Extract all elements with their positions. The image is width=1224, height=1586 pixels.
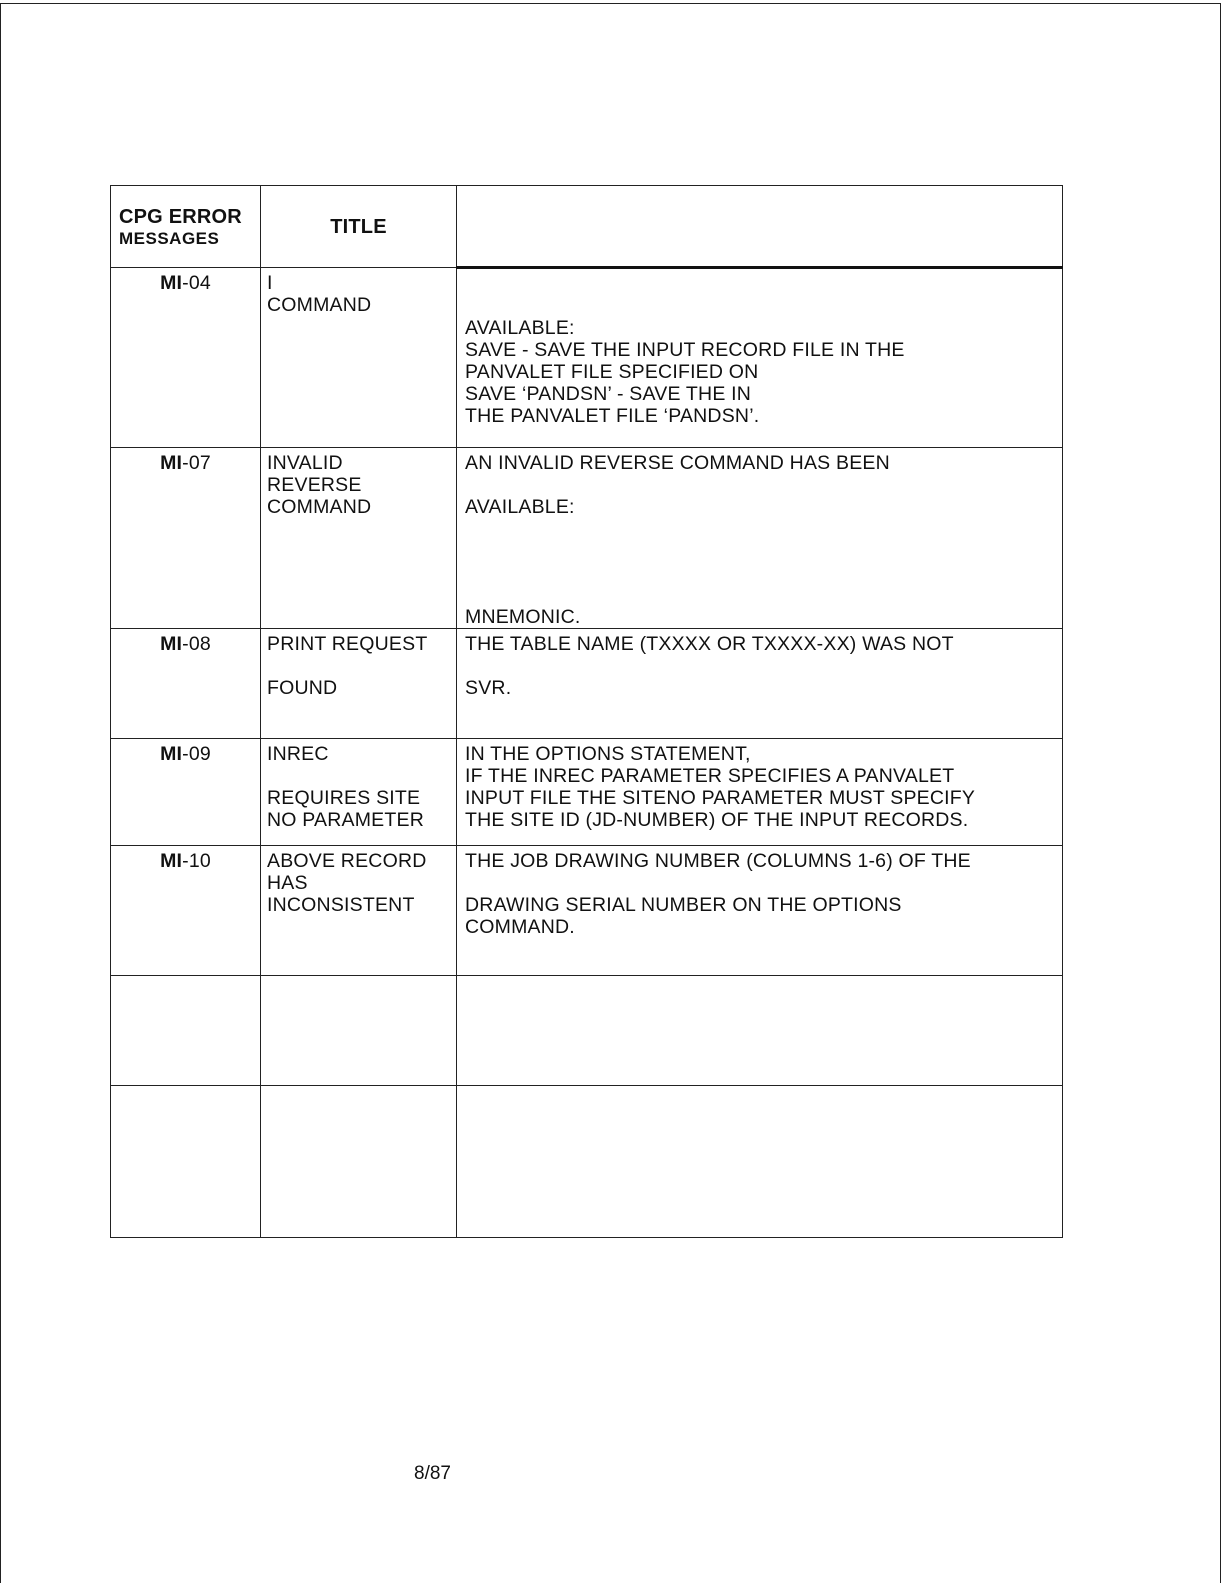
- error-title: [261, 1086, 456, 1090]
- table-row: [111, 448, 1063, 629]
- error-code-cell: [111, 846, 261, 976]
- error-description-cell: [457, 739, 1063, 846]
- page-number: 8/87: [414, 1463, 451, 1484]
- error-description-cell: [457, 448, 1063, 629]
- error-code-suffix: -09: [182, 743, 211, 765]
- table-row: [111, 268, 1063, 448]
- error-description-cell: [457, 1086, 1063, 1238]
- error-title: INVALID REVERSE COMMAND: [267, 452, 372, 518]
- error-code-cell: [111, 976, 261, 1086]
- error-description: IN THE OPTIONS STATEMENT, IF THE INREC PARAMETER SPECIFIES A PANVALET INPUT FILE THE SITENO PARAMETER MUST SPECIFY THE SITE ID (JD-NUMBER) OF THE INPUT RECORDS.: [465, 743, 976, 831]
- error-code-cell: [111, 448, 261, 629]
- error-title-cell: [261, 976, 457, 1086]
- error-description: AN INVALID REVERSE COMMAND HAS BEEN AVAILABLE: MNEMONIC.: [465, 452, 890, 628]
- error-title-cell: [261, 448, 457, 629]
- error-title: PRINT REQUEST FOUND: [267, 633, 428, 699]
- header-error-messages: [111, 186, 261, 268]
- error-description-cell: [457, 629, 1063, 739]
- error-code-suffix: -07: [182, 452, 211, 474]
- error-description: [457, 976, 1062, 980]
- error-code-suffix: -10: [182, 850, 211, 872]
- error-code-cell: [111, 739, 261, 846]
- header-code-line2: MESSAGES: [119, 228, 220, 248]
- error-messages-table: [110, 185, 1063, 1238]
- error-code-prefix: MI: [160, 850, 183, 872]
- error-title: [261, 976, 456, 980]
- error-code-suffix: -04: [182, 272, 211, 294]
- error-description-cell: [457, 846, 1063, 976]
- table-row: [111, 1086, 1063, 1238]
- error-title-cell: [261, 629, 457, 739]
- header-code-line1: CPG ERROR: [119, 205, 242, 228]
- table-header-row: [111, 186, 1063, 268]
- table-row: [111, 629, 1063, 739]
- error-title-cell: [261, 268, 457, 448]
- error-description: THE JOB DRAWING NUMBER (COLUMNS 1-6) OF THE DRAWING SERIAL NUMBER ON THE OPTIONS COMMAND.: [465, 850, 971, 938]
- error-description-cell: [457, 268, 1063, 448]
- error-title-cell: [261, 1086, 457, 1238]
- error-description: AVAILABLE: SAVE - SAVE THE INPUT RECORD FILE IN THE PANVALET FILE SPECIFIED ON SAVE ‘PANDSN’ - SAVE THE IN THE PANVALET FILE ‘PANDSN’.: [465, 317, 905, 427]
- error-code-suffix: -08: [182, 633, 211, 655]
- table-row: [111, 739, 1063, 846]
- table-row: [111, 846, 1063, 976]
- error-description: [457, 1086, 1062, 1090]
- error-title: INREC REQUIRES SITE NO PARAMETER: [267, 743, 424, 831]
- error-code-cell: [111, 268, 261, 448]
- error-code-cell: [111, 629, 261, 739]
- error-code-prefix: MI: [160, 743, 183, 765]
- table-row: [111, 976, 1063, 1086]
- error-description-cell: [457, 976, 1063, 1086]
- error-title-cell: [261, 846, 457, 976]
- header-title: TITLE: [261, 186, 457, 268]
- error-code-cell: [111, 1086, 261, 1238]
- error-description: THE TABLE NAME (TXXXX OR TXXXX-XX) WAS NOT SVR.: [465, 633, 954, 699]
- error-code-prefix: MI: [160, 633, 183, 655]
- error-title-cell: [261, 739, 457, 846]
- header-description: [457, 186, 1063, 268]
- error-title: ABOVE RECORD HAS INCONSISTENT: [267, 850, 427, 916]
- error-title: I COMMAND: [267, 272, 372, 316]
- error-code-prefix: MI: [160, 452, 183, 474]
- error-code-prefix: MI: [160, 272, 183, 294]
